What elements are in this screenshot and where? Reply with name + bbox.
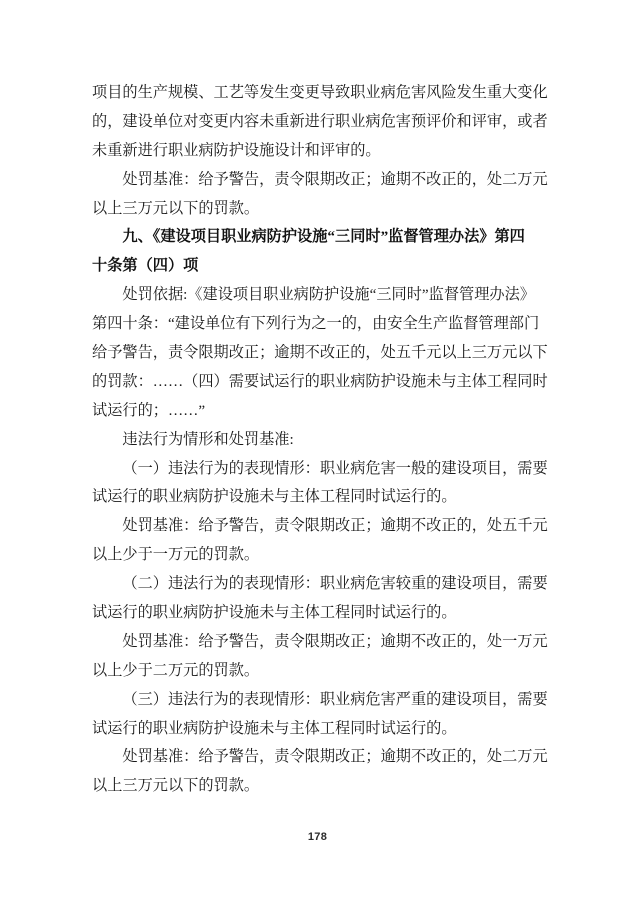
text-line: 处罚基准：给予警告，责令限期改正；逾期不改正的，处五千元: [122, 517, 548, 535]
text-line: （一）违法行为的表现情形：职业病危害一般的建设项目，需要: [122, 459, 548, 477]
text-line: 处罚基准：给予警告，责令限期改正；逾期不改正的，处二万元: [122, 748, 548, 766]
text-line: 违法行为情形和处罚基准:: [122, 430, 294, 448]
section-heading-line: 十条第（四）项: [92, 257, 199, 275]
text-line: 以上少于二万元的罚款。: [92, 661, 260, 679]
text-line: 第四十条：“建设单位有下列行为之一的，由安全生产监督管理部门: [92, 315, 540, 333]
text-line: 的，建设单位对变更内容未重新进行职业病危害预评价和评审，或者: [92, 112, 548, 130]
document-body: [92, 79, 562, 801]
text-line: 未重新进行职业病防护设施设计和评审的。: [92, 141, 381, 159]
text-line: 处罚基准：给予警告，责令限期改正；逾期不改正的，处二万元: [122, 170, 548, 188]
text-line: （三）违法行为的表现情形：职业病危害严重的建设项目，需要: [122, 690, 548, 708]
text-line: 给予警告，责令限期改正；逾期不改正的，处五千元以上三万元以下: [92, 344, 548, 362]
text-line: 试运行的职业病防护设施未与主体工程同时试运行的。: [92, 604, 457, 622]
text-line: 试运行的职业病防护设施未与主体工程同时试运行的。: [92, 719, 457, 737]
text-line: 项目的生产规模、工艺等发生变更导致职业病危害风险发生重大变化: [92, 84, 548, 101]
page-number: 178: [307, 831, 328, 843]
text-line: （二）违法行为的表现情形：职业病危害较重的建设项目，需要: [122, 575, 548, 593]
section-heading-line: 九、《建设项目职业病防护设施“三同时”监督管理办法》第四: [122, 228, 525, 246]
text-line: 以上三万元以下的罚款。: [92, 199, 260, 217]
text-line: 以上三万元以下的罚款。: [92, 777, 260, 795]
text-line: 处罚依据:《建设项目职业病防护设施“三同时”监督管理办法》: [122, 286, 535, 304]
text-line: 试运行的职业病防护设施未与主体工程同时试运行的。: [92, 488, 457, 506]
text-line: 试运行的；……”: [92, 401, 206, 419]
text-line: 的罚款：……（四）需要试运行的职业病防护设施未与主体工程同时: [92, 372, 548, 390]
text-line: 以上少于一万元的罚款。: [92, 546, 260, 564]
text-line: 处罚基准：给予警告，责令限期改正；逾期不改正的，处一万元: [122, 632, 548, 650]
